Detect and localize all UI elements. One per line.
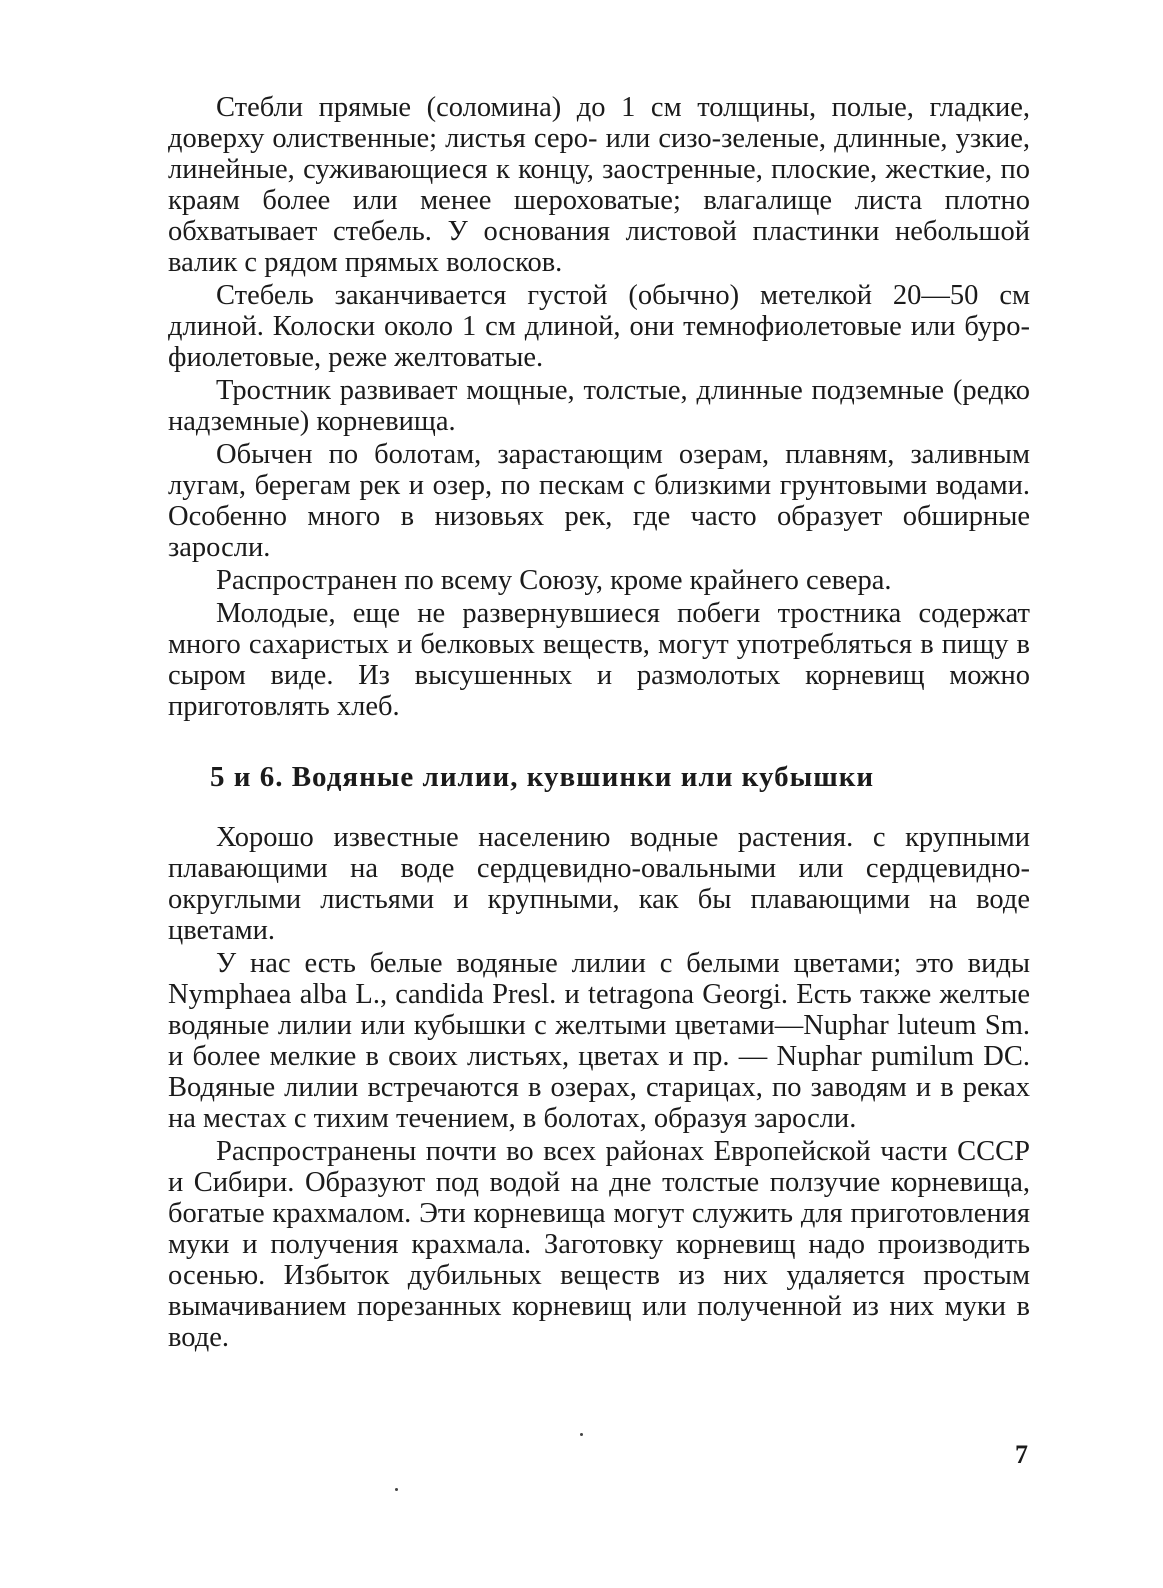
section-title: 5 и 6. Водяные лилии, кувшинки или кубышки <box>210 761 875 793</box>
paragraph-range-and-use: Распространены почти во всех районах Европейской части СССР и Сибири. Образуют под водой на дне толстые ползучие корневища, богатые крахмалом. Эти корневища могут служить для приготовления муки и получения крахмала. Заготовку корневищ надо производить осенью. Избыток дубильных веществ из них удаляется простым вымачиванием порезанных корневищ или полученной из них муки в воде. <box>168 1136 1030 1353</box>
paragraph-water-plants: Хорошо известные населению водные растения. с крупными плавающими на воде сердцевидно-овальными или сердцевидно-округлыми листьями и крупными, как бы плавающими на воде цветами. <box>168 822 1030 946</box>
paragraph-habitat: Обычен по болотам, зарастающим озерам, плавням, заливным лугам, берегам рек и озер, по пескам с близкими грунтовыми водами. Особенно много в низовьях рек, где часто образует обширные заросли. <box>168 439 1030 563</box>
paragraph-stems: Стебли прямые (соломина) до 1 см толщины, полые, гладкие, доверху олиственные; листья серо- или сизо-зеленые, длинные, узкие, линейные, суживающиеся к концу, заостренные, плоские, жесткие, по краям более или менее шероховатые; влагалище листа плотно обхватывает стебель. У основания листовой пластинки небольшой валик с рядом прямых волосков. <box>168 92 1030 278</box>
paragraph-rhizomes: Тростник развивает мощные, толстые, длинные подземные (редко надземные) корневища. <box>168 375 1030 437</box>
page-number: 7 <box>1015 1440 1028 1469</box>
paragraph-panicle: Стебель заканчивается густой (обычно) метелкой 20—50 см длиной. Колоски около 1 см длиной, они темнофиолетовые или буро-фиолетовые, реже желтоватые. <box>168 280 1030 373</box>
paragraph-distribution: Распространен по всему Союзу, кроме крайнего севера. <box>216 565 892 596</box>
scan-speck <box>580 1433 583 1436</box>
paragraph-species: У нас есть белые водяные лилии с белыми цветами; это виды Nymphaea alba L., candida Presl. и tetragona Georgi. Есть также желтые водяные лилии или кубышки с желтыми цветами—Nuphar luteum Sm. и более мелкие в своих листьях, цветах и пр. — Nuphar pumilum DC. Водяные лилии встречаются в озерах, старицах, по заводям и в реках на местах с тихим течением, в болотах, образуя заросли. <box>168 948 1030 1134</box>
document-page <box>168 92 1030 1512</box>
paragraph-young-shoots: Молодые, еще не развернувшиеся побеги тростника содержат много сахаристых и белковых веществ, могут употребляться в пищу в сыром виде. Из высушенных и размолотых корневищ можно приготовлять хлеб. <box>168 598 1030 722</box>
scan-speck <box>395 1488 398 1491</box>
